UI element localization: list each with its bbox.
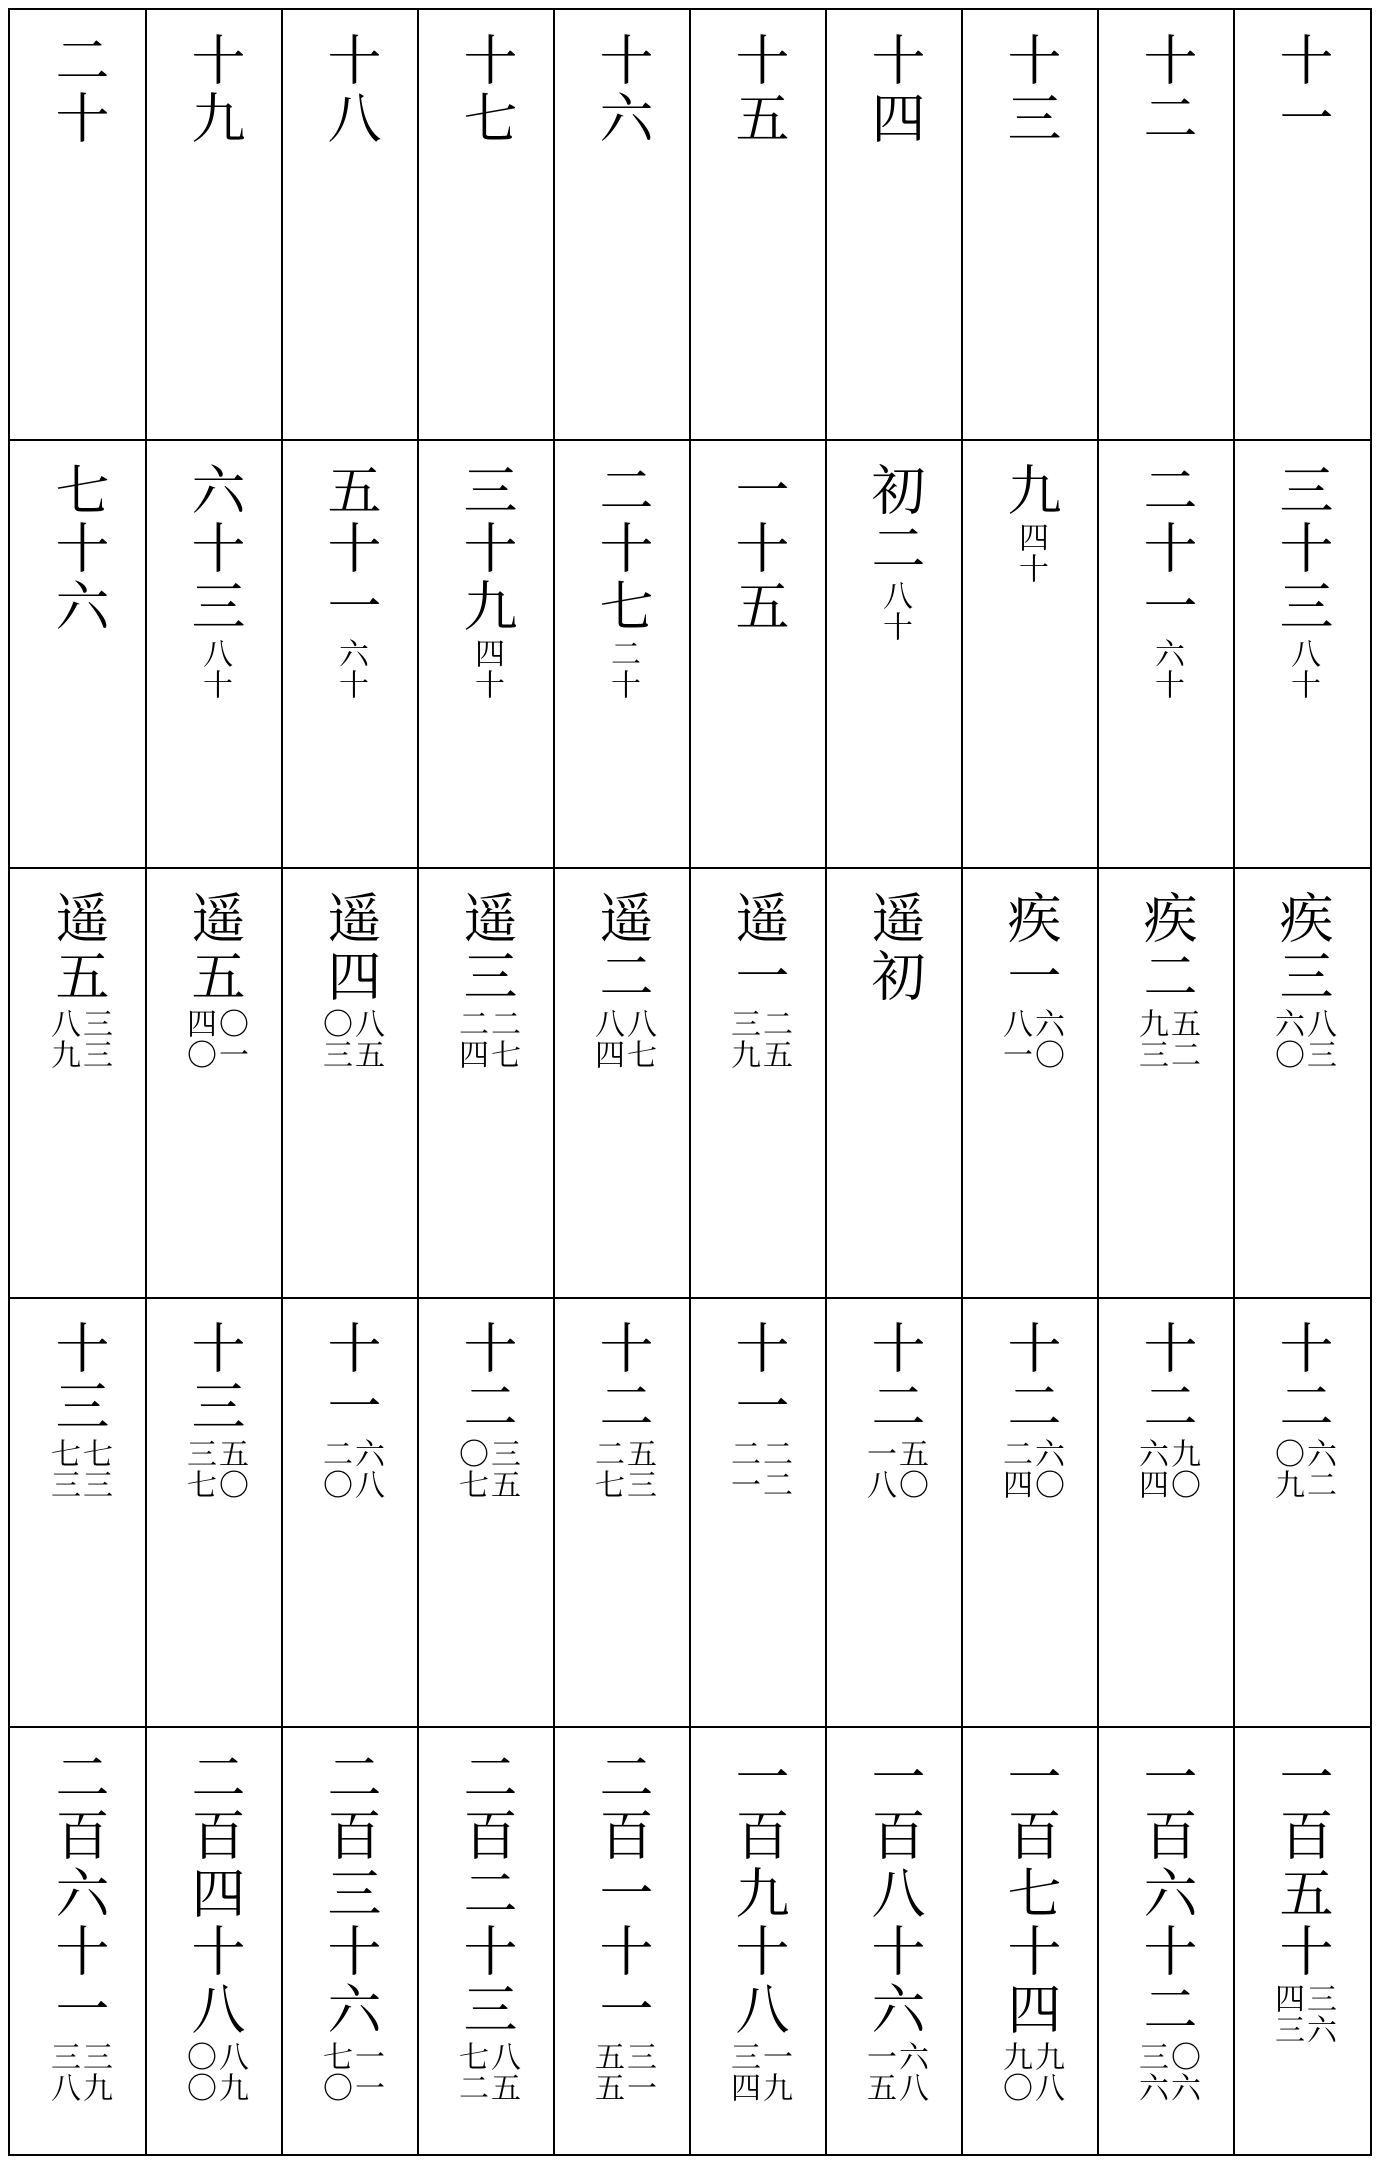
table-cell (10, 1298, 146, 1727)
table-cell (1098, 1727, 1234, 2154)
cell-annotation-text: 四十 (1013, 522, 1048, 584)
table-cell (418, 440, 554, 868)
cell-main-text: 十二 (591, 1320, 654, 1436)
cell-annotation-text: 六二 (1301, 1438, 1336, 1500)
cell-annotation-text: 九八 (1029, 2041, 1064, 2103)
calendar-table (8, 8, 1372, 2156)
cell-annotation (1134, 2041, 1198, 2103)
cell-annotation-text: 〇一 (213, 1008, 248, 1070)
table-column (1098, 10, 1234, 2154)
cell-main-text: 遥四 (319, 890, 382, 1006)
table-cell (962, 1298, 1098, 1727)
cell-annotation-text: 三七 (181, 1438, 216, 1500)
cell-main-text: 十五 (727, 32, 790, 148)
cell-annotation (998, 2041, 1062, 2103)
cell-annotation-text: 五二 (1165, 1008, 1200, 1070)
table-cell (10, 440, 146, 868)
table-cell (962, 1727, 1098, 2154)
cell-annotation (1270, 1983, 1334, 2045)
table-cell (418, 868, 554, 1298)
cell-annotation-text: 〇六 (1165, 2041, 1200, 2103)
cell-annotation-text: 六八 (349, 1438, 384, 1500)
cell-main-text: 疾一 (999, 890, 1062, 1006)
table-cell (146, 10, 282, 440)
cell-annotation (862, 1438, 926, 1500)
table-column (962, 10, 1098, 2154)
cell-annotation-text: 九三 (1133, 1008, 1168, 1070)
table-cell (554, 10, 690, 440)
cell-main-text: 二十 (47, 32, 110, 148)
cell-annotation (590, 2041, 654, 2103)
cell-annotation-text: 三六 (1301, 1983, 1336, 2045)
cell-annotation-text: 八十 (197, 638, 232, 700)
cell-main-text: 遥三 (455, 890, 518, 1006)
cell-main-text: 遥五 (183, 890, 246, 1006)
cell-annotation-text: 六十 (1149, 638, 1184, 700)
cell-annotation-text: 八七 (621, 1008, 656, 1070)
cell-annotation-text: 七〇 (317, 2041, 352, 2103)
cell-main-text: 三十三 (1271, 462, 1334, 636)
cell-annotation (1150, 638, 1182, 700)
cell-main-text: 二百三十六 (319, 1749, 382, 2039)
cell-annotation-text: 三六 (1133, 2041, 1168, 2103)
cell-main-text: 二百二十三 (455, 1749, 518, 2039)
cell-annotation-text: 〇七 (453, 1438, 488, 1500)
table-column (826, 10, 962, 2154)
cell-main-text: 二十一 (1135, 462, 1198, 636)
table-cell (282, 1727, 418, 2154)
cell-annotation (470, 638, 502, 700)
cell-main-text: 十八 (319, 32, 382, 148)
cell-main-text: 十二 (1271, 1320, 1334, 1436)
table-cell (1234, 10, 1370, 440)
cell-main-text: 遥五 (47, 890, 110, 1006)
cell-main-text: 遥二 (591, 890, 654, 1006)
table-column (10, 10, 146, 2154)
table-cell (1098, 1298, 1234, 1727)
cell-annotation (1270, 1438, 1334, 1500)
table-cell (826, 10, 962, 440)
cell-annotation-text: 一五 (861, 2041, 896, 2103)
cell-main-text: 十七 (455, 32, 518, 148)
table-cell (146, 1727, 282, 2154)
cell-annotation (454, 2041, 518, 2103)
cell-main-text: 遥一 (727, 890, 790, 1006)
table-cell (146, 440, 282, 868)
table-cell (146, 1298, 282, 1727)
table-column (690, 10, 826, 2154)
cell-annotation (334, 638, 366, 700)
cell-main-text: 一十五 (727, 462, 790, 636)
cell-annotation (606, 638, 638, 700)
table-cell (826, 1727, 962, 2154)
cell-main-text: 疾二 (1135, 890, 1198, 1006)
table-column (1234, 10, 1370, 2154)
table-cell (1234, 440, 1370, 868)
cell-annotation-text: 八一 (997, 1008, 1032, 1070)
table-cell (282, 868, 418, 1298)
cell-main-text: 十二 (1135, 32, 1198, 148)
cell-main-text: 六十三 (183, 462, 246, 636)
cell-annotation-text: 四三 (1269, 1983, 1304, 2045)
cell-annotation-text: 八十 (1285, 638, 1320, 700)
cell-annotation-text: 五五 (589, 2041, 624, 2103)
cell-main-text: 十三 (47, 1320, 110, 1436)
cell-annotation (46, 2041, 110, 2103)
cell-annotation-text: 〇〇 (181, 2041, 216, 2103)
cell-main-text: 一百八十六 (863, 1749, 926, 2039)
cell-annotation (726, 1438, 790, 1500)
cell-main-text: 二十七 (591, 462, 654, 636)
cell-annotation (1014, 522, 1046, 584)
table-cell (690, 1298, 826, 1727)
cell-annotation-text: 五〇 (213, 1438, 248, 1500)
cell-main-text: 七十六 (47, 462, 110, 636)
cell-annotation-text: 四〇 (181, 1008, 216, 1070)
cell-main-text: 一百六十二 (1135, 1749, 1198, 2039)
table-cell (690, 868, 826, 1298)
cell-annotation (1134, 1008, 1198, 1070)
cell-annotation-text: 六十 (333, 638, 368, 700)
cell-annotation (1134, 1438, 1198, 1500)
cell-annotation-text: 二七 (589, 1438, 624, 1500)
cell-annotation (318, 1008, 382, 1070)
cell-main-text: 十一 (319, 1320, 382, 1436)
cell-main-text: 疾三 (1271, 890, 1334, 1006)
table-cell (1234, 868, 1370, 1298)
cell-annotation-text: 二十 (605, 638, 640, 700)
cell-main-text: 十三 (183, 1320, 246, 1436)
table-cell (962, 440, 1098, 868)
cell-annotation (590, 1438, 654, 1500)
cell-annotation (878, 580, 910, 642)
cell-main-text: 一百七十四 (999, 1749, 1062, 2039)
cell-main-text: 十一 (727, 1320, 790, 1436)
cell-main-text: 十九 (183, 32, 246, 148)
cell-annotation-text: 八九 (45, 1008, 80, 1070)
cell-annotation-text: 八十 (877, 580, 912, 642)
table-cell (1098, 868, 1234, 1298)
cell-main-text: 三十九 (455, 462, 518, 636)
cell-main-text: 十二 (863, 1320, 926, 1436)
table-cell (418, 10, 554, 440)
cell-annotation-text: 六〇 (1029, 1008, 1064, 1070)
cell-main-text: 十二 (999, 1320, 1062, 1436)
cell-annotation (182, 2041, 246, 2103)
cell-annotation-text: 一八 (861, 1438, 896, 1500)
table-cell (826, 440, 962, 868)
table-cell (554, 1298, 690, 1727)
table-column (554, 10, 690, 2154)
table-cell (690, 440, 826, 868)
cell-annotation-text: 八五 (349, 1008, 384, 1070)
cell-annotation (454, 1008, 518, 1070)
cell-annotation-text: 七二 (453, 2041, 488, 2103)
cell-main-text: 二百四十八 (183, 1749, 246, 2039)
table-column (282, 10, 418, 2154)
table-cell (690, 1727, 826, 2154)
table-cell (282, 440, 418, 868)
cell-annotation-text: 三九 (725, 1008, 760, 1070)
table-cell (554, 868, 690, 1298)
cell-annotation-text: 一九 (757, 2041, 792, 2103)
cell-annotation-text: 三九 (77, 2041, 112, 2103)
cell-main-text: 十三 (999, 32, 1062, 148)
cell-annotation-text: 三四 (725, 2041, 760, 2103)
cell-main-text: 五十一 (319, 462, 382, 636)
cell-annotation (46, 1438, 110, 1500)
cell-main-text: 一百九十八 (727, 1749, 790, 2039)
cell-annotation-text: 六〇 (1029, 1438, 1064, 1500)
table-cell (1234, 1298, 1370, 1727)
cell-main-text: 遥初 (863, 890, 926, 1006)
table-cell (1098, 440, 1234, 868)
cell-annotation (1270, 1008, 1334, 1070)
cell-annotation (862, 2041, 926, 2103)
table-cell (826, 1298, 962, 1727)
cell-annotation (1286, 638, 1318, 700)
cell-annotation-text: 二四 (997, 1438, 1032, 1500)
table-cell (10, 10, 146, 440)
table-cell (282, 10, 418, 440)
cell-annotation (998, 1438, 1062, 1500)
cell-main-text: 十一 (1271, 32, 1334, 148)
cell-annotation (726, 1008, 790, 1070)
table-cell (1098, 10, 1234, 440)
cell-main-text: 一百五十 (1271, 1749, 1334, 1981)
cell-annotation (454, 1438, 518, 1500)
cell-main-text: 十二 (455, 1320, 518, 1436)
table-cell (146, 868, 282, 1298)
cell-annotation-text: 〇九 (1269, 1438, 1304, 1500)
cell-annotation (318, 1438, 382, 1500)
cell-annotation-text: 七三 (45, 1438, 80, 1500)
cell-annotation-text: 三三 (77, 1008, 112, 1070)
cell-annotation (590, 1008, 654, 1070)
cell-annotation-text: 〇三 (317, 1008, 352, 1070)
table-cell (554, 440, 690, 868)
cell-annotation (198, 638, 230, 700)
cell-main-text: 九 (999, 462, 1062, 520)
cell-annotation-text: 九〇 (1165, 1438, 1200, 1500)
cell-annotation-text: 七三 (77, 1438, 112, 1500)
cell-annotation (182, 1438, 246, 1500)
table-cell (418, 1298, 554, 1727)
table-cell (962, 868, 1098, 1298)
table-column (146, 10, 282, 2154)
cell-annotation-text: 八五 (485, 2041, 520, 2103)
cell-main-text: 二百六十一 (47, 1749, 110, 2039)
cell-main-text: 初二 (863, 462, 926, 578)
cell-annotation-text: 三一 (621, 2041, 656, 2103)
cell-annotation-text: 二四 (453, 1008, 488, 1070)
cell-annotation (182, 1008, 246, 1070)
cell-annotation-text: 一一 (349, 2041, 384, 2103)
cell-annotation (318, 2041, 382, 2103)
table-cell (1234, 1727, 1370, 2154)
cell-annotation-text: 八三 (1301, 1008, 1336, 1070)
cell-annotation-text: 三八 (45, 2041, 80, 2103)
cell-annotation-text: 四十 (469, 638, 504, 700)
table-cell (826, 868, 962, 1298)
cell-annotation (726, 2041, 790, 2103)
table-cell (554, 1727, 690, 2154)
cell-annotation-text: 五〇 (893, 1438, 928, 1500)
cell-annotation-text: 六八 (893, 2041, 928, 2103)
cell-main-text: 十四 (863, 32, 926, 148)
table-cell (690, 10, 826, 440)
cell-annotation-text: 八九 (213, 2041, 248, 2103)
table-cell (10, 1727, 146, 2154)
cell-annotation-text: 二二 (757, 1438, 792, 1500)
cell-main-text: 二百一十一 (591, 1749, 654, 2039)
table-column (418, 10, 554, 2154)
cell-annotation-text: 六四 (1133, 1438, 1168, 1500)
cell-annotation (46, 1008, 110, 1070)
cell-annotation-text: 九〇 (997, 2041, 1032, 2103)
table-cell (282, 1298, 418, 1727)
cell-annotation-text: 二七 (485, 1008, 520, 1070)
cell-annotation-text: 二五 (757, 1008, 792, 1070)
table-cell (10, 868, 146, 1298)
table-cell (962, 10, 1098, 440)
cell-annotation (998, 1008, 1062, 1070)
cell-annotation-text: 六〇 (1269, 1008, 1304, 1070)
cell-annotation-text: 三五 (485, 1438, 520, 1500)
cell-main-text: 十六 (591, 32, 654, 148)
table-cell (418, 1727, 554, 2154)
cell-annotation-text: 八四 (589, 1008, 624, 1070)
cell-annotation-text: 五三 (621, 1438, 656, 1500)
cell-annotation-text: 二一 (725, 1438, 760, 1500)
cell-main-text: 十二 (1135, 1320, 1198, 1436)
cell-annotation-text: 二〇 (317, 1438, 352, 1500)
